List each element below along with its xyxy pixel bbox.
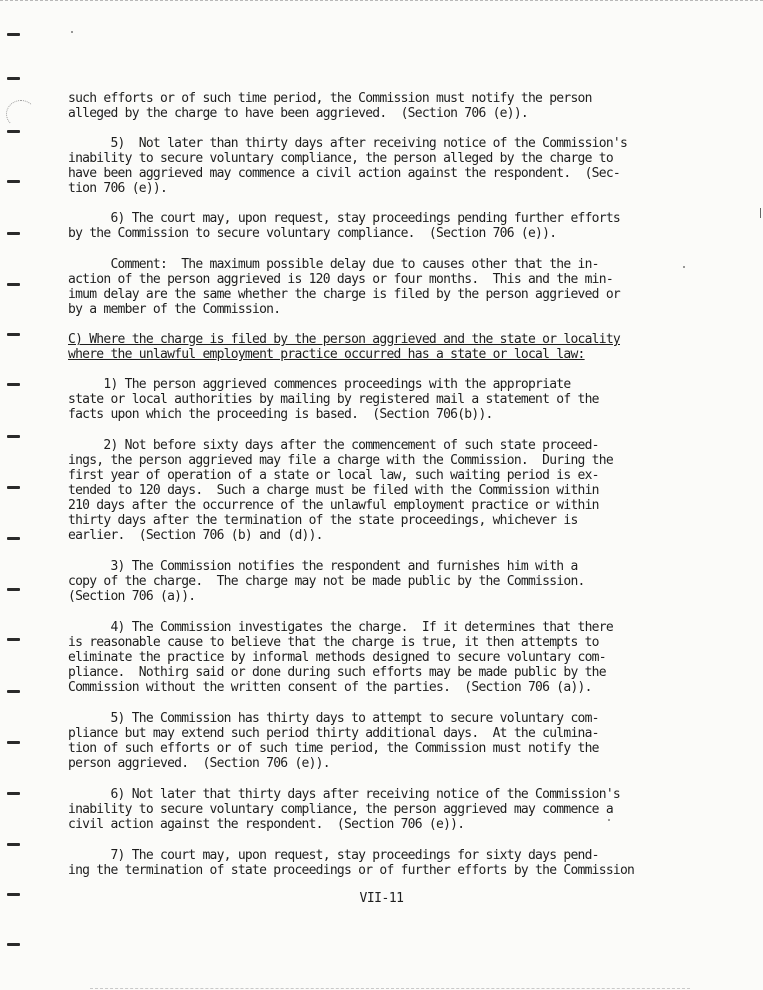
- body-line: tended to 120 days. Such a charge must be filed with the Commission within: [68, 483, 599, 498]
- body-line: by the Commission to secure voluntary compliance. (Section 706 (e)).: [68, 226, 557, 241]
- body-line: 4) The Commission investigates the charge. If it determines that there: [68, 620, 613, 635]
- body-line: have been aggrieved may commence a civil action against the respondent. (Sec-: [68, 166, 620, 181]
- body-line: 7) The court may, upon request, stay proceedings for sixty days pend-: [68, 848, 599, 863]
- body-line: 6) The court may, upon request, stay proceedings pending further efforts: [68, 211, 620, 226]
- section-heading-line: where the unlawful employment practice occurred has a state or local law:: [68, 347, 585, 362]
- comment-line: action of the person aggrieved is 120 days or four months. This and the min-: [68, 272, 613, 287]
- scan-speck: [608, 819, 610, 821]
- body-line: Commission without the written consent of the parties. (Section 706 (a)).: [68, 680, 592, 695]
- scan-speck: [71, 31, 73, 33]
- body-line: 1) The person aggrieved commences proceedings with the appropriate: [68, 377, 571, 392]
- comment-line: by a member of the Commission.: [68, 302, 281, 317]
- margin-mark: [7, 383, 20, 386]
- body-line: is reasonable cause to believe that the charge is true, it then attempts to: [68, 635, 599, 650]
- comment-line: Comment: The maximum possible delay due to causes other that the in-: [68, 257, 599, 272]
- binder-ring-mark: [6, 100, 36, 128]
- body-line: earlier. (Section 706 (b) and (d)).: [68, 528, 323, 543]
- body-line: 5) The Commission has thirty days to attempt to secure voluntary com-: [68, 711, 599, 726]
- body-line: tion 706 (e)).: [68, 181, 168, 196]
- body-line: first year of operation of a state or local law, such waiting period is ex-: [68, 468, 599, 483]
- body-line: inability to secure voluntary compliance, the person aggrieved may commence a: [68, 802, 613, 817]
- body-line: 5) Not later than thirty days after receiving notice of the Commission's: [68, 136, 628, 151]
- margin-mark: [7, 130, 20, 133]
- body-line: eliminate the practice by informal methods designed to secure voluntary com-: [68, 650, 606, 665]
- margin-mark: [7, 843, 20, 846]
- body-line: state or local authorities by mailing by registered mail a statement of the: [68, 392, 599, 407]
- margin-mark: [7, 638, 20, 641]
- section-heading-line: C) Where the charge is filed by the person aggrieved and the state or locality: [68, 332, 620, 347]
- margin-mark: [7, 943, 20, 946]
- body-line: alleged by the charge to have been aggrieved. (Section 706 (e)).: [68, 106, 528, 121]
- scan-mark: [760, 208, 761, 218]
- margin-mark: [7, 333, 20, 336]
- margin-mark: [7, 690, 20, 693]
- margin-mark: [7, 232, 20, 235]
- margin-mark: [7, 283, 20, 286]
- body-line: facts upon which the proceeding is based. (Section 706(b)).: [68, 407, 493, 422]
- body-line: such efforts or of such time period, the Commission must notify the person: [68, 91, 592, 106]
- margin-mark: [7, 741, 20, 744]
- scan-top-edge: [0, 0, 763, 1]
- margin-mark: [7, 588, 20, 591]
- margin-mark: [7, 180, 20, 183]
- body-line: 210 days after the occurrence of the unlawful employment practice or within: [68, 498, 599, 513]
- margin-mark: [7, 486, 20, 489]
- body-line: (Section 706 (a)).: [68, 589, 196, 604]
- margin-mark: [7, 435, 20, 438]
- comment-line: imum delay are the same whether the charge is filed by the person aggrieved or: [68, 287, 620, 302]
- body-line: person aggrieved. (Section 706 (e)).: [68, 756, 330, 771]
- body-line: pliance but may extend such period thirty additional days. At the culmina-: [68, 726, 599, 741]
- body-line: 3) The Commission notifies the respondent and furnishes him with a: [68, 559, 578, 574]
- body-line: tion of such efforts or of such time period, the Commission must notify the: [68, 741, 599, 756]
- margin-mark: [7, 77, 20, 80]
- body-line: thirty days after the termination of the state proceedings, whichever is: [68, 513, 578, 528]
- body-line: copy of the charge. The charge may not be made public by the Commission.: [68, 574, 585, 589]
- body-line: ing the termination of state proceedings or of further efforts by the Commission: [68, 863, 635, 878]
- body-line: pliance. Nothirg said or done during such efforts may be made public by the: [68, 665, 606, 680]
- body-line: 6) Not later that thirty days after receiving notice of the Commission's: [68, 787, 620, 802]
- margin-mark: [7, 792, 20, 795]
- margin-mark: [7, 537, 20, 540]
- body-line: 2) Not before sixty days after the commencement of such state proceed-: [68, 438, 599, 453]
- body-line: inability to secure voluntary compliance, the person alleged by the charge to: [68, 151, 613, 166]
- scan-speck: [683, 266, 685, 268]
- body-line: ings, the person aggrieved may file a charge with the Commission. During the: [68, 453, 613, 468]
- page-number: VII-11: [359, 891, 404, 906]
- scan-bottom-edge: [90, 988, 690, 989]
- body-line: civil action against the respondent. (Section 706 (e)).: [68, 817, 465, 832]
- margin-mark: [7, 33, 20, 36]
